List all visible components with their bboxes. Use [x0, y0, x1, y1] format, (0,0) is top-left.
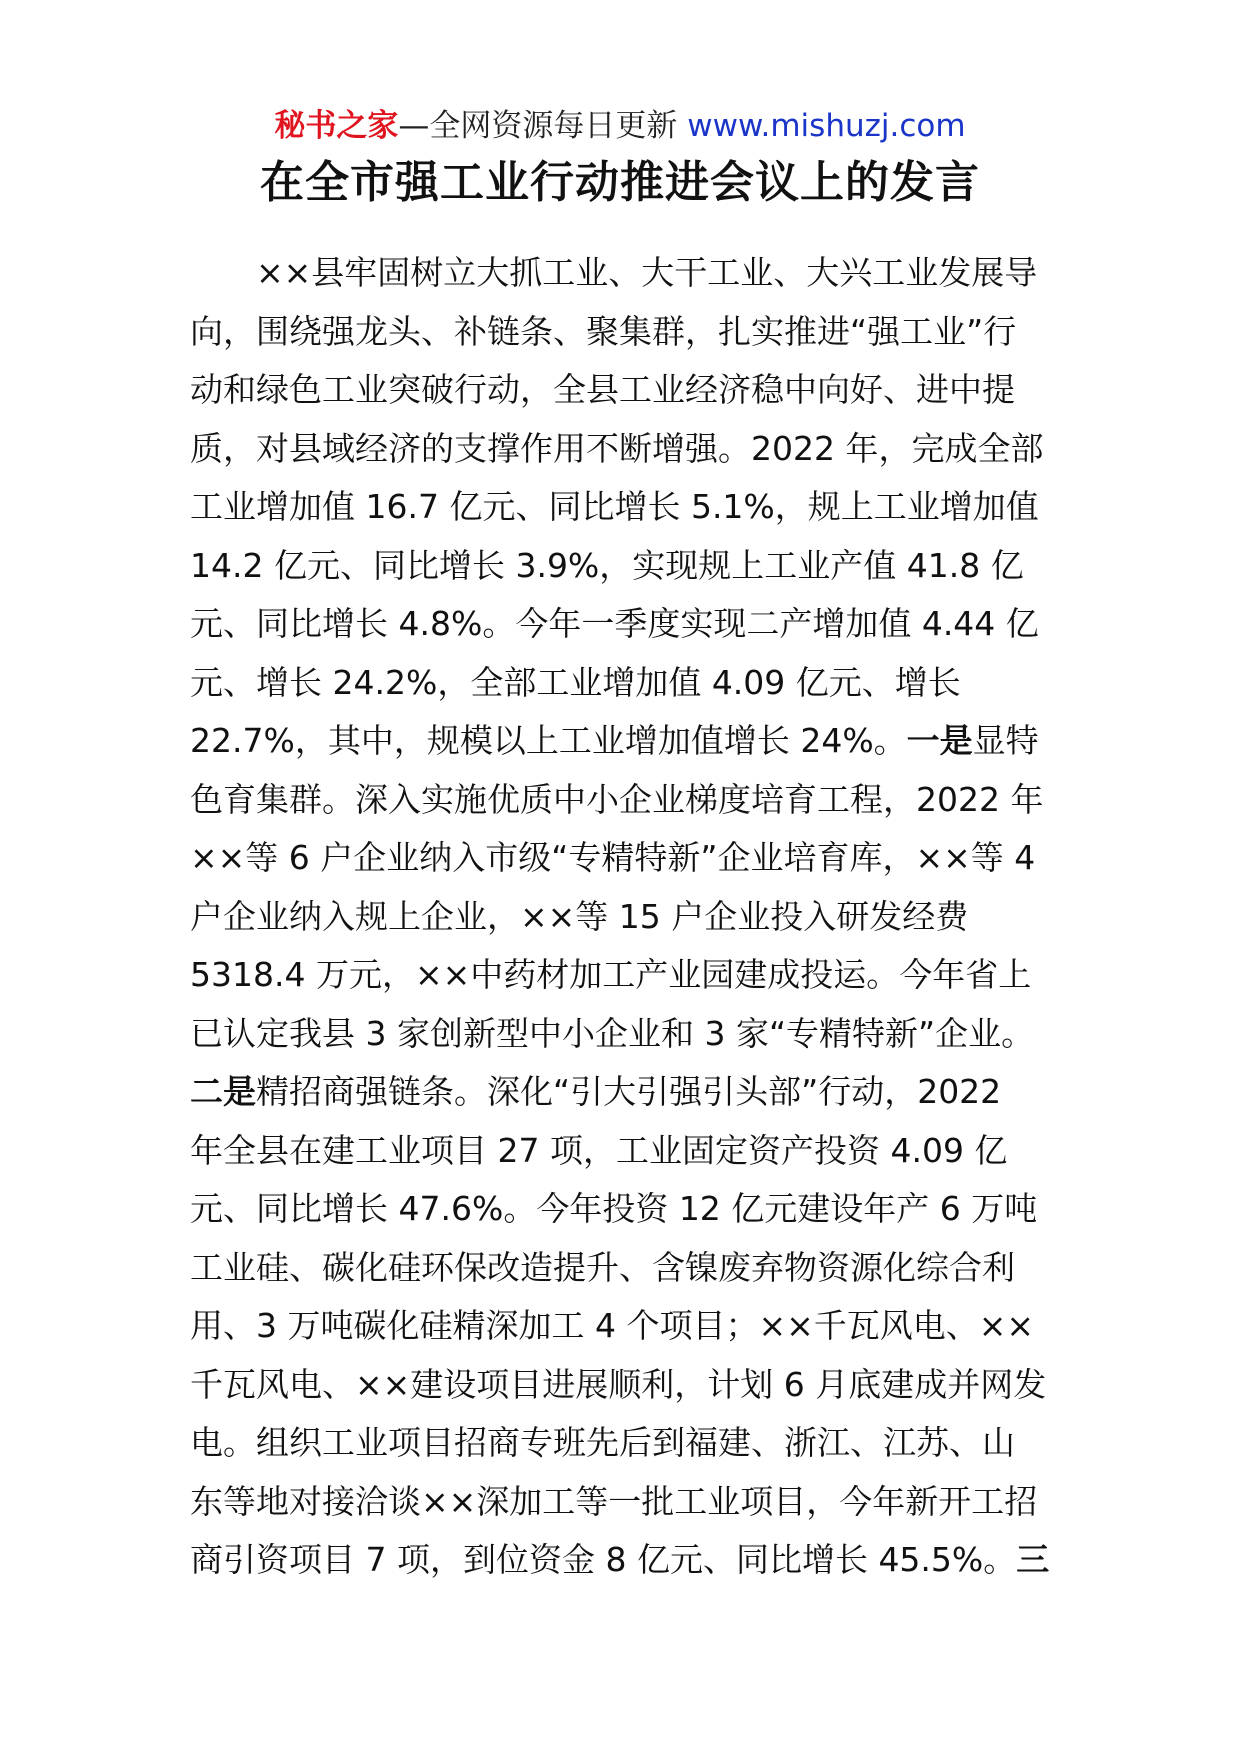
- body-text: 向，围绕强龙头、补链条、聚集群，扎实推进“强工业”行: [190, 311, 1017, 351]
- body-line: [190, 420, 1060, 479]
- body-line: [190, 303, 1060, 362]
- body-text: 动和绿色工业突破行动，全县工业经济稳中向好、进中提: [190, 370, 1015, 409]
- emphasis-text: 一是: [906, 721, 973, 760]
- body-line: [190, 1473, 1060, 1532]
- body-line: [190, 361, 1060, 420]
- body-text: 工业硅、碳化硅环保改造提升、含镍废弃物资源化综合利: [190, 1247, 1015, 1287]
- body-text: 色育集群。深入实施优质中小企业梯度培育工程，2022 年: [190, 779, 1044, 819]
- body-text: 14.2 亿元、同比增长 3.9%，实现规上工业产值 41.8 亿: [190, 545, 1024, 585]
- body-text: 已认定我县 3 家创新型中小企业和 3 家“专精特新”企业。: [190, 1013, 1035, 1053]
- body-line: [190, 1005, 1060, 1064]
- header-slogan: —全网资源每日更新: [398, 108, 688, 144]
- body-line: [190, 1297, 1060, 1356]
- body-text: 元、增长 24.2%，全部工业增加值 4.09 亿元、增长: [190, 662, 961, 702]
- body-line: [190, 888, 1060, 947]
- body-text: ××县牢固树立大抓工业、大干工业、大兴工业发展导: [190, 253, 1038, 292]
- emphasis-text: 三: [1016, 1540, 1050, 1579]
- body-text: 5318.4 万元，××中药材加工产业园建成投运。今年省上: [190, 955, 1032, 994]
- body-line: [190, 478, 1060, 537]
- body-text: 电。组织工业项目招商专班先后到福建、浙江、江苏、山: [190, 1423, 1015, 1462]
- body-text: ××等 6 户企业纳入市级“专精特新”企业培育库，××等 4: [190, 838, 1036, 877]
- body-text: 东等地对接洽谈××深加工等一批工业项目，今年新开工招: [190, 1481, 1038, 1521]
- body-line: [190, 595, 1060, 654]
- body-line: [190, 654, 1060, 713]
- body-text: 千瓦风电、××建设项目进展顺利，计划 6 月底建成并网发: [190, 1364, 1047, 1404]
- body-line: [190, 244, 1060, 303]
- body-text: 元、同比增长 4.8%。今年一季度实现二产增加值 4.44 亿: [190, 604, 1039, 643]
- body-line: [190, 1180, 1060, 1239]
- body-text: 显特: [972, 721, 1039, 760]
- body-line: [190, 712, 1060, 771]
- body-text: 22.7%，其中，规模以上工业增加值增长 24%。: [190, 721, 907, 760]
- body-line: [190, 946, 1060, 1005]
- body-text: 年全县在建工业项目 27 项，工业固定资产投资 4.09 亿: [190, 1130, 1008, 1170]
- body-text: 质，对县域经济的支撑作用不断增强。2022 年，完成全部: [190, 428, 1044, 468]
- body-line: [190, 1122, 1060, 1181]
- body-line: [190, 1239, 1060, 1298]
- body-text: 用、3 万吨碳化硅精深加工 4 个项目；××千瓦风电、××: [190, 1306, 1035, 1345]
- brand-name: 秘书之家: [274, 108, 399, 144]
- body-line: [190, 1414, 1060, 1473]
- site-url: www.mishuzj.com: [687, 108, 966, 144]
- body-text: 工业增加值 16.7 亿元、同比增长 5.1%，规上工业增加值: [190, 487, 1039, 526]
- body-text: 商引资项目 7 项，到位资金 8 亿元、同比增长 45.5%。: [190, 1540, 1017, 1579]
- body-text: 元、同比增长 47.6%。今年投资 12 亿元建设年产 6 万吨: [190, 1189, 1038, 1228]
- body-line: [190, 829, 1060, 888]
- emphasis-text: 二是: [190, 1072, 256, 1111]
- body-line: [190, 1356, 1060, 1415]
- document-body: [190, 244, 1060, 1590]
- document-title: 在全市强工业行动推进会议上的发言: [260, 157, 980, 208]
- body-text: 精招商强链条。深化“引大引强引头部”行动，2022: [256, 1072, 1002, 1111]
- body-text: 户企业纳入规上企业，××等 15 户企业投入研发经费: [190, 896, 969, 936]
- site-header: [0, 104, 1240, 148]
- body-line: [190, 771, 1060, 830]
- body-line: [190, 1063, 1060, 1122]
- body-line: [190, 1531, 1060, 1590]
- body-line: [190, 537, 1060, 596]
